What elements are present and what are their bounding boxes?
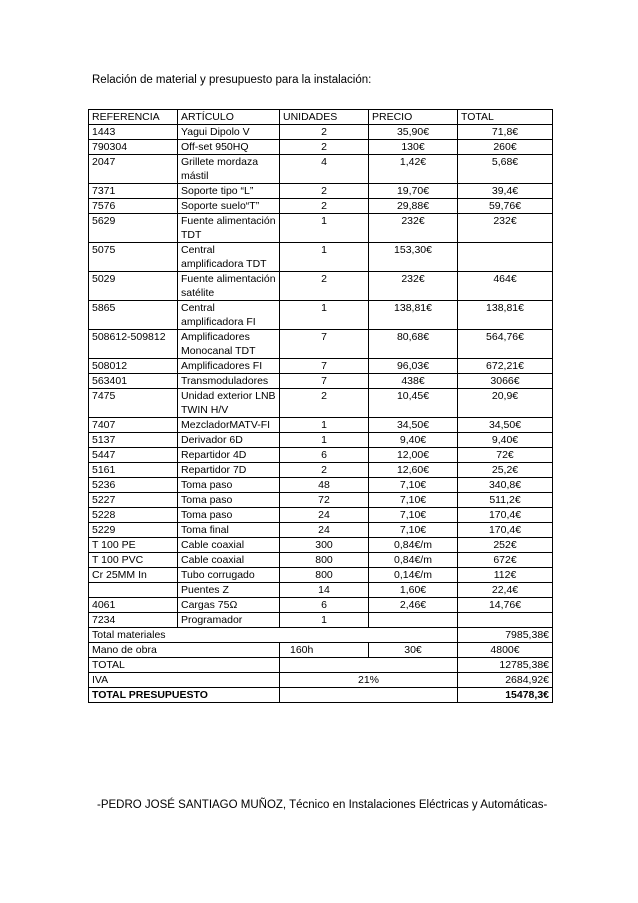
column-header-articulo: ARTÍCULO (178, 110, 280, 125)
table-row (89, 374, 553, 389)
cell-precio: 12,60€ (369, 463, 458, 478)
cell-precio: 7,10€ (369, 508, 458, 523)
cell-total: 340,8€ (458, 478, 553, 493)
cell-articulo: Soporte tipo “L” (178, 184, 280, 199)
cell-referencia: 5029 (89, 272, 178, 301)
cell-unidades: 2 (280, 463, 369, 478)
cell-total: 672€ (458, 553, 553, 568)
cell-total: 59,76€ (458, 199, 553, 214)
cell-unidades: 7 (280, 374, 369, 389)
cell-unidades: 24 (280, 508, 369, 523)
cell-total: 672,21€ (458, 359, 553, 374)
cell-articulo: Transmoduladores (178, 374, 280, 389)
cell-precio: 130€ (369, 140, 458, 155)
table-row (89, 243, 553, 272)
cell-precio: 138,81€ (369, 301, 458, 330)
cell-referencia: 5227 (89, 493, 178, 508)
cell-articulo: Soporte suelo“T” (178, 199, 280, 214)
author-footer: -PEDRO JOSÉ SANTIAGO MUÑOZ, Técnico en Instalaciones Eléctricas y Automáticas- (97, 799, 548, 811)
cell-total: 72€ (458, 448, 553, 463)
iva-label: IVA (89, 673, 280, 688)
cell-articulo: Grillete mordaza mástil (178, 155, 280, 184)
cell-precio: 2,46€ (369, 598, 458, 613)
cell-referencia: 5629 (89, 214, 178, 243)
cell-precio: 438€ (369, 374, 458, 389)
cell-total: 34,50€ (458, 418, 553, 433)
table-row (89, 272, 553, 301)
cell-referencia: T 100 PE (89, 538, 178, 553)
cell-total: 112€ (458, 568, 553, 583)
cell-unidades: 14 (280, 583, 369, 598)
table-row (89, 538, 553, 553)
cell-precio: 153,30€ (369, 243, 458, 272)
cell-precio: 7,10€ (369, 523, 458, 538)
cell-articulo: Fuente alimentación satélite (178, 272, 280, 301)
cell-referencia: 790304 (89, 140, 178, 155)
cell-articulo: Cable coaxial (178, 553, 280, 568)
cell-referencia: 508012 (89, 359, 178, 374)
cell-total: 170,4€ (458, 508, 553, 523)
cell-total: 14,76€ (458, 598, 553, 613)
table-row (89, 553, 553, 568)
cell-articulo: Cable coaxial (178, 538, 280, 553)
cell-precio: 1,60€ (369, 583, 458, 598)
table-row (89, 448, 553, 463)
cell-total: 5,68€ (458, 155, 553, 184)
cell-unidades: 2 (280, 184, 369, 199)
column-header-total: TOTAL (458, 110, 553, 125)
cell-articulo: Tubo corrugado (178, 568, 280, 583)
cell-referencia: 7234 (89, 613, 178, 628)
table-row (89, 583, 553, 598)
table-row (89, 125, 553, 140)
table-row (89, 184, 553, 199)
cell-precio: 0,84€/m (369, 553, 458, 568)
column-header-precio: PRECIO (369, 110, 458, 125)
total-materiales-value: 7985,38€ (458, 628, 553, 643)
cell-total: 252€ (458, 538, 553, 553)
cell-total: 138,81€ (458, 301, 553, 330)
cell-referencia: 5075 (89, 243, 178, 272)
cell-unidades: 6 (280, 448, 369, 463)
cell-articulo: Toma paso (178, 508, 280, 523)
table-row (89, 140, 553, 155)
cell-total: 232€ (458, 214, 553, 243)
cell-articulo: Puentes Z (178, 583, 280, 598)
summary-row-total-materiales (89, 628, 553, 643)
summary-row-iva (89, 673, 553, 688)
cell-unidades: 72 (280, 493, 369, 508)
cell-unidades: 7 (280, 359, 369, 374)
cell-referencia: 5161 (89, 463, 178, 478)
table-row (89, 463, 553, 478)
table-row (89, 389, 553, 418)
mano-obra-precio: 30€ (369, 643, 458, 658)
cell-unidades: 4 (280, 155, 369, 184)
total-spacer (280, 658, 458, 673)
cell-referencia: 7475 (89, 389, 178, 418)
cell-total: 464€ (458, 272, 553, 301)
table-row (89, 493, 553, 508)
table-row (89, 523, 553, 538)
cell-unidades: 2 (280, 272, 369, 301)
cell-unidades: 800 (280, 553, 369, 568)
cell-articulo: Amplificadores Monocanal TDT (178, 330, 280, 359)
cell-precio: 0,84€/m (369, 538, 458, 553)
cell-precio: 35,90€ (369, 125, 458, 140)
cell-articulo: Unidad exterior LNB TWIN H/V (178, 389, 280, 418)
cell-referencia: 7407 (89, 418, 178, 433)
total-value: 12785,38€ (458, 658, 553, 673)
table-row (89, 478, 553, 493)
cell-unidades: 7 (280, 330, 369, 359)
cell-precio: 0,14€/m (369, 568, 458, 583)
cell-articulo: Yagui Dipolo V (178, 125, 280, 140)
page-heading: Relación de material y presupuesto para la instalación: (92, 74, 372, 86)
cell-referencia: T 100 PVC (89, 553, 178, 568)
table-row (89, 508, 553, 523)
cell-precio: 7,10€ (369, 478, 458, 493)
cell-precio: 12,00€ (369, 448, 458, 463)
table-row (89, 330, 553, 359)
cell-articulo: MezcladorMATV-FI (178, 418, 280, 433)
total-label: TOTAL (89, 658, 280, 673)
table-row (89, 613, 553, 628)
cell-total: 22,4€ (458, 583, 553, 598)
cell-unidades: 1 (280, 613, 369, 628)
cell-unidades: 6 (280, 598, 369, 613)
cell-precio: 80,68€ (369, 330, 458, 359)
cell-unidades: 2 (280, 199, 369, 214)
iva-rate: 21% (280, 673, 458, 688)
budget-table-body (89, 110, 553, 628)
table-row (89, 214, 553, 243)
mano-obra-horas: 160h (280, 643, 369, 658)
table-row (89, 155, 553, 184)
cell-total: 511,2€ (458, 493, 553, 508)
cell-referencia: 508612-509812 (89, 330, 178, 359)
cell-total: 260€ (458, 140, 553, 155)
column-header-unidades: UNIDADES (280, 110, 369, 125)
cell-referencia: 5236 (89, 478, 178, 493)
budget-table (88, 109, 553, 703)
cell-precio: 19,70€ (369, 184, 458, 199)
cell-articulo: Toma paso (178, 493, 280, 508)
table-header-row (89, 110, 553, 125)
table-row (89, 199, 553, 214)
cell-articulo: Repartidor 4D (178, 448, 280, 463)
cell-articulo: Programador (178, 613, 280, 628)
cell-referencia: 7576 (89, 199, 178, 214)
cell-total: 564,76€ (458, 330, 553, 359)
cell-referencia: 2047 (89, 155, 178, 184)
cell-unidades: 1 (280, 418, 369, 433)
cell-unidades: 1 (280, 433, 369, 448)
table-row (89, 433, 553, 448)
cell-precio: 29,88€ (369, 199, 458, 214)
cell-precio: 9,40€ (369, 433, 458, 448)
column-header-referencia: REFERENCIA (89, 110, 178, 125)
cell-unidades: 2 (280, 140, 369, 155)
cell-referencia: Cr 25MM In (89, 568, 178, 583)
cell-articulo: Toma final (178, 523, 280, 538)
summary-row-total-presupuesto (89, 688, 553, 703)
cell-referencia (89, 583, 178, 598)
summary-row-mano-obra (89, 643, 553, 658)
cell-total (458, 243, 553, 272)
cell-unidades: 1 (280, 214, 369, 243)
cell-referencia: 5447 (89, 448, 178, 463)
cell-articulo: Derivador 6D (178, 433, 280, 448)
cell-referencia: 5229 (89, 523, 178, 538)
total-presupuesto-value: 15478,3€ (458, 688, 553, 703)
cell-unidades: 300 (280, 538, 369, 553)
cell-articulo: Fuente alimentación TDT (178, 214, 280, 243)
cell-unidades: 1 (280, 243, 369, 272)
cell-precio: 10,45€ (369, 389, 458, 418)
cell-total: 71,8€ (458, 125, 553, 140)
cell-referencia: 7371 (89, 184, 178, 199)
budget-summary (89, 628, 553, 703)
cell-unidades: 24 (280, 523, 369, 538)
total-presupuesto-spacer (280, 688, 458, 703)
cell-articulo: Repartidor 7D (178, 463, 280, 478)
cell-unidades: 2 (280, 389, 369, 418)
table-row (89, 301, 553, 330)
cell-unidades: 2 (280, 125, 369, 140)
cell-total: 39,4€ (458, 184, 553, 199)
mano-obra-label: Mano de obra (89, 643, 280, 658)
cell-total: 25,2€ (458, 463, 553, 478)
mano-obra-total: 4800€ (458, 643, 553, 658)
cell-articulo: Toma paso (178, 478, 280, 493)
cell-referencia: 5228 (89, 508, 178, 523)
cell-referencia: 5865 (89, 301, 178, 330)
cell-unidades: 48 (280, 478, 369, 493)
cell-articulo: Off-set 950HQ (178, 140, 280, 155)
cell-unidades: 800 (280, 568, 369, 583)
cell-precio: 232€ (369, 272, 458, 301)
cell-referencia: 1443 (89, 125, 178, 140)
cell-articulo: Cargas 75Ω (178, 598, 280, 613)
cell-articulo: Central amplificadora FI (178, 301, 280, 330)
cell-unidades: 1 (280, 301, 369, 330)
cell-precio: 34,50€ (369, 418, 458, 433)
cell-articulo: Central amplificadora TDT (178, 243, 280, 272)
cell-total: 9,40€ (458, 433, 553, 448)
cell-precio (369, 613, 458, 628)
table-row (89, 418, 553, 433)
cell-referencia: 4061 (89, 598, 178, 613)
cell-precio: 96,03€ (369, 359, 458, 374)
table-row (89, 359, 553, 374)
table-row (89, 568, 553, 583)
cell-total: 3066€ (458, 374, 553, 389)
total-presupuesto-label: TOTAL PRESUPUESTO (89, 688, 280, 703)
cell-total: 170,4€ (458, 523, 553, 538)
cell-referencia: 563401 (89, 374, 178, 389)
cell-precio: 232€ (369, 214, 458, 243)
table-row (89, 598, 553, 613)
cell-total: 20,9€ (458, 389, 553, 418)
cell-precio: 1,42€ (369, 155, 458, 184)
cell-articulo: Amplificadores FI (178, 359, 280, 374)
cell-precio: 7,10€ (369, 493, 458, 508)
cell-referencia: 5137 (89, 433, 178, 448)
cell-total (458, 613, 553, 628)
total-materiales-label: Total materiales (89, 628, 458, 643)
iva-value: 2684,92€ (458, 673, 553, 688)
summary-row-total (89, 658, 553, 673)
